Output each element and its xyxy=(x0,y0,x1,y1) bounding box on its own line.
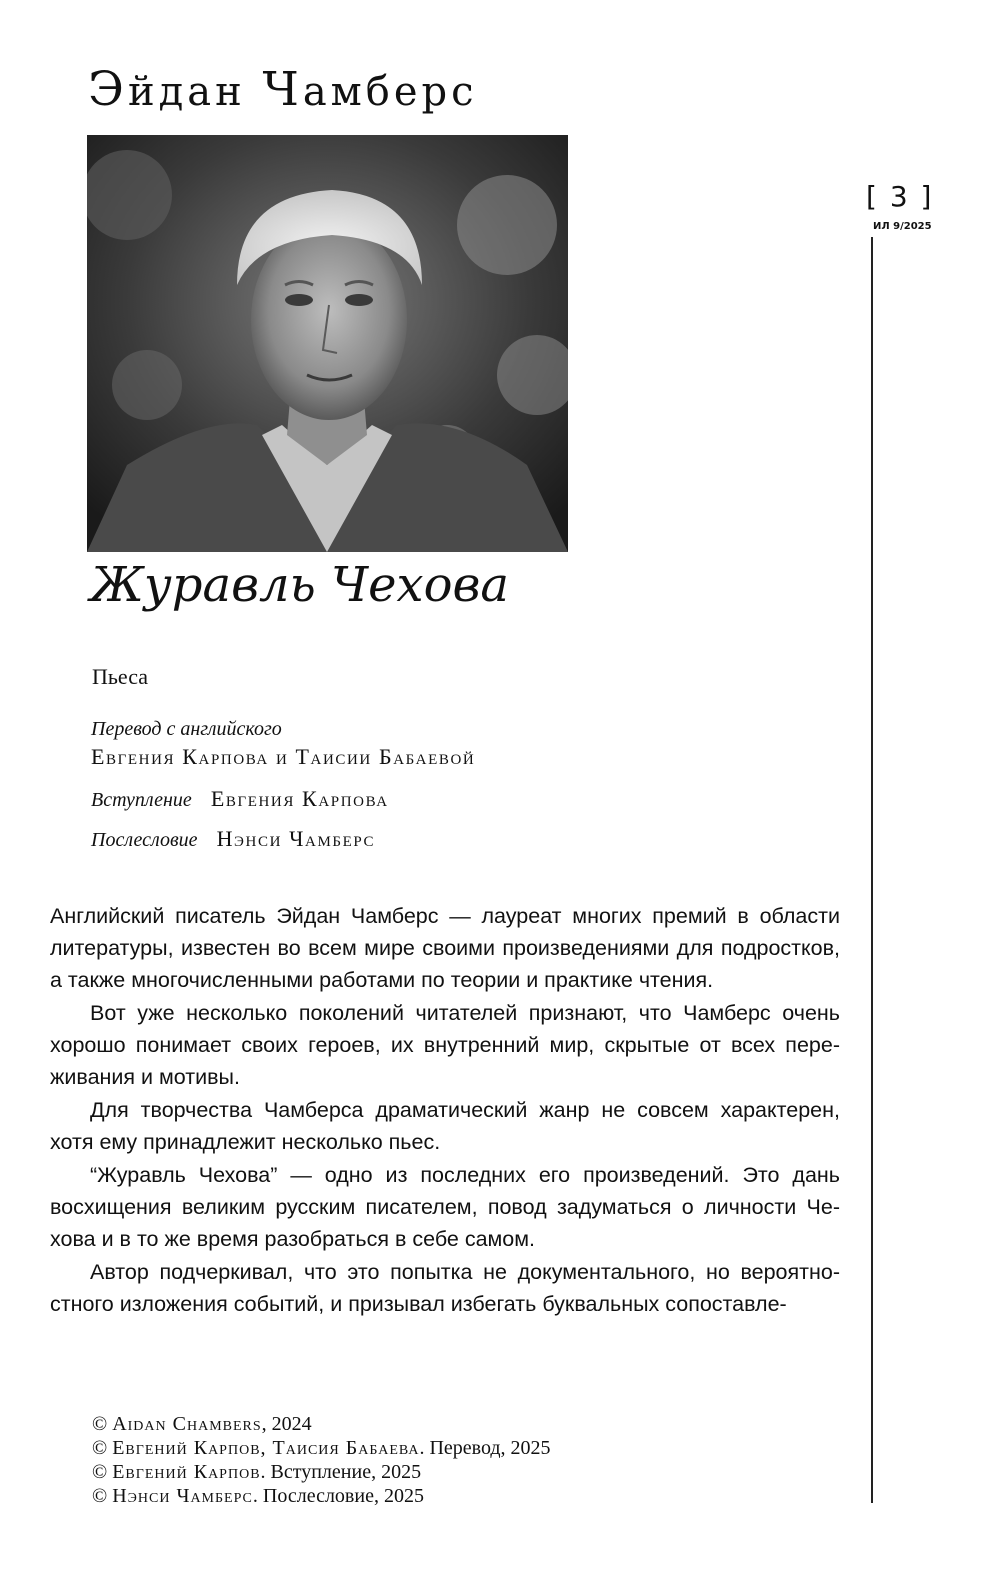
play-title: Журавль Чехова xyxy=(90,557,510,613)
translation-credit xyxy=(91,718,282,741)
copyright-sign: © xyxy=(92,1437,108,1459)
copyright-detail: . Послесловие, 2025 xyxy=(252,1485,424,1507)
paragraph: “Журавль Чехова” — одно из последних его произведений. Это дань восхищения великим русским писателем, повод задуматься о личности Чехова и в то же время разобраться в себе самом. xyxy=(50,1163,840,1251)
copyright-detail: , 2024 xyxy=(261,1413,312,1435)
afterword-label: Послесловие xyxy=(91,829,198,851)
copyright-sign: © xyxy=(92,1413,108,1435)
copyright-holder: Aidan Chambers xyxy=(112,1413,262,1435)
copyright-detail: . Перевод, 2025 xyxy=(419,1437,551,1459)
intro-author: Евгения Карпова xyxy=(210,786,389,811)
paragraph: Вот уже несколько поколений читателей признают, что Чамберс очень хорошо понимает своих героев, их внутренний мир, скрытые от всех переживания и мотивы. xyxy=(50,1001,840,1089)
paragraph: Автор подчеркивал, что это попытка не документального, но вероятностного изложения событий, и призывал избегать буквальных сопоставле- xyxy=(50,1260,840,1316)
copyright-block xyxy=(92,1412,551,1508)
body-text xyxy=(50,900,840,1321)
paragraph: Английский писатель Эйдан Чамберс — лауреат многих премий в области литературы, известен во всем мире своими произведениями для подростков, а также многочисленными работами по теории и практике чтения. xyxy=(50,904,840,992)
author-name xyxy=(88,62,478,117)
copyright-detail: . Вступление, 2025 xyxy=(260,1461,422,1483)
copyright-line xyxy=(92,1484,551,1508)
copyright-sign: © xyxy=(92,1461,108,1483)
intro-credit xyxy=(91,786,389,812)
author-first-name-rest: йдан xyxy=(127,69,263,115)
author-initial-2: Ч xyxy=(262,62,303,117)
copyright-holder: Нэнси Чамберс xyxy=(112,1485,253,1507)
afterword-credit xyxy=(91,826,375,852)
copyright-holder: Евгений Карпов, Таисия Бабаева xyxy=(112,1437,420,1459)
translators-names: Евгения Карпова и Таисии Бабаевой xyxy=(91,744,476,769)
author-portrait-image xyxy=(87,135,568,552)
page-number: [ 3 ] xyxy=(866,180,934,213)
issue-label: ИЛ 9/2025 xyxy=(873,221,932,232)
copyright-line xyxy=(92,1412,551,1436)
afterword-author: Нэнси Чамберс xyxy=(216,826,376,851)
copyright-sign: © xyxy=(92,1485,108,1507)
author-photo xyxy=(87,135,568,552)
translators-credit xyxy=(91,744,475,770)
intro-label: Вступление xyxy=(91,789,192,811)
margin-rule xyxy=(871,237,873,1503)
author-last-name-rest: амберс xyxy=(302,69,478,115)
genre-label: Пьеса xyxy=(92,664,149,689)
paragraph: Для творчества Чамберса драматический жанр не совсем характерен, хотя ему принадлежит несколько пьес. xyxy=(50,1098,840,1154)
copyright-line xyxy=(92,1436,551,1460)
copyright-holder: Евгений Карпов xyxy=(112,1461,261,1483)
copyright-line xyxy=(92,1460,551,1484)
author-initial-1: Э xyxy=(88,62,128,117)
translation-label: Перевод с английского xyxy=(91,718,282,740)
